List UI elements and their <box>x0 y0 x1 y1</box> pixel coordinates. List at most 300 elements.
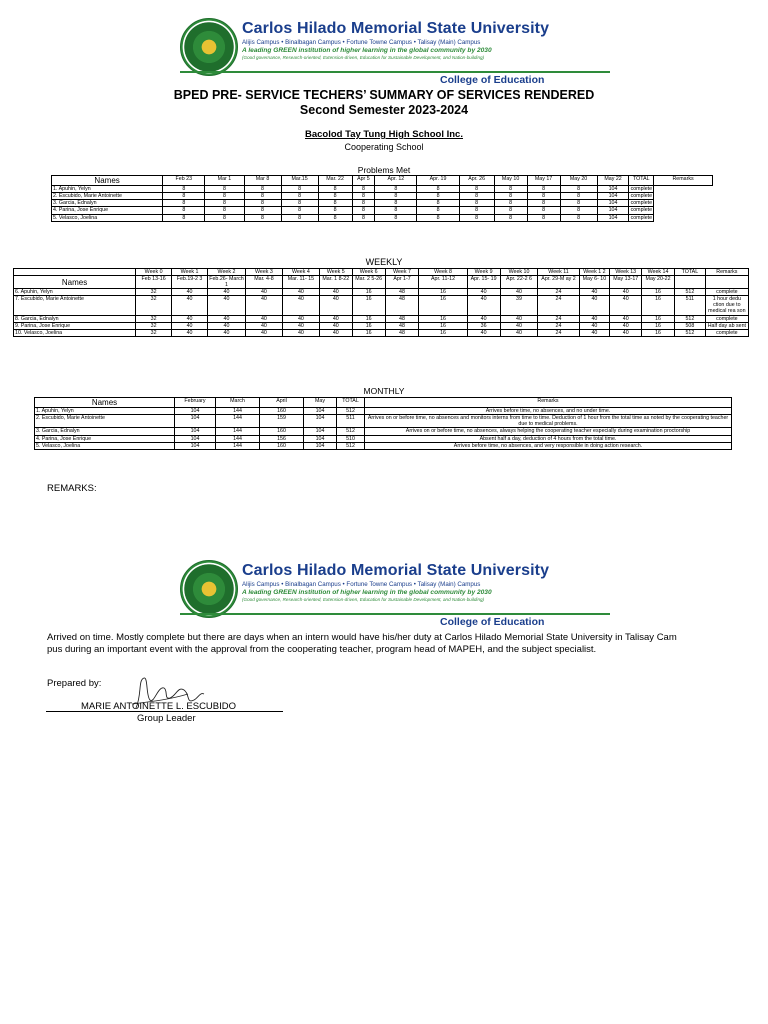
total-cell: 512 <box>674 329 705 336</box>
hours-cell: 16 <box>352 289 385 296</box>
column-header: Apr 5 <box>352 176 375 186</box>
hours-cell: 40 <box>282 296 319 315</box>
column-header: May <box>304 398 337 408</box>
hours-cell: 8 <box>560 200 597 207</box>
hours-cell: 8 <box>205 200 244 207</box>
hours-cell: 8 <box>244 200 281 207</box>
tagline-sub: (Good governance, Research-oriented, Extension-driven, Education for Sustainable Development, and Nation-building) <box>242 597 485 602</box>
student-name: 8. Garcia, Ednalyn <box>14 315 136 322</box>
hours-cell: 40 <box>319 296 352 315</box>
hours-cell: 8 <box>205 193 244 200</box>
hours-cell: 40 <box>319 329 352 336</box>
total-cell: 104 <box>597 193 629 200</box>
tagline: A leading GREEN institution of higher learning in the global community by 2030 <box>242 589 492 596</box>
university-seal-icon <box>180 18 238 76</box>
remarks-cell: Arrives on or before time, no absences, always helping the cooperating teacher especially during examination proctorship <box>365 428 732 435</box>
hours-cell: 8 <box>527 207 560 214</box>
hours-cell: 8 <box>459 193 494 200</box>
hours-cell: 8 <box>205 214 244 221</box>
hours-cell: 8 <box>560 186 597 193</box>
hours-cell: 8 <box>318 186 352 193</box>
table-row <box>52 200 713 207</box>
column-header-names: Names <box>14 276 136 289</box>
hours-cell: 104 <box>304 442 337 449</box>
hours-cell: 40 <box>500 289 538 296</box>
table-row <box>35 415 732 428</box>
hours-cell: 16 <box>419 296 467 315</box>
week-header: Week 10 <box>500 269 538 276</box>
hours-cell: 8 <box>318 193 352 200</box>
student-name: 3. Garcia, Ednalyn <box>52 200 163 207</box>
hours-cell: 104 <box>304 435 337 442</box>
problems-met-title: Problems Met <box>357 165 411 175</box>
hours-cell: 8 <box>281 193 318 200</box>
week-header: Week 14 <box>642 269 675 276</box>
hours-cell: 40 <box>500 329 538 336</box>
hours-cell: 144 <box>216 428 260 435</box>
hours-cell: 16 <box>419 289 467 296</box>
header-blank <box>14 269 136 276</box>
remarks-label: REMARKS: <box>47 483 97 494</box>
hours-cell: 8 <box>375 207 417 214</box>
date-header: Mar. 11- 15 <box>282 276 319 289</box>
date-header: May 20-22 <box>642 276 675 289</box>
remarks-cell: complete <box>630 200 653 207</box>
hours-cell: 40 <box>610 289 642 296</box>
weekly-title: WEEKLY <box>365 257 403 267</box>
hours-cell: 8 <box>318 207 352 214</box>
remarks-cell: Arrives before time, no absences, and very responsible in doing action research. <box>365 442 732 449</box>
hours-cell: 160 <box>260 442 304 449</box>
student-name: 5. Velasco, Joelina <box>35 442 175 449</box>
hours-cell: 24 <box>538 296 579 315</box>
week-header: Week 6 <box>352 269 385 276</box>
hours-cell: 8 <box>352 193 375 200</box>
hours-cell: 144 <box>216 415 260 428</box>
hours-cell: 8 <box>352 207 375 214</box>
student-name: 4. Parina, Jose Enrique <box>52 207 163 214</box>
hours-cell: 8 <box>417 214 459 221</box>
hours-cell: 8 <box>560 207 597 214</box>
column-header: Remarks <box>365 398 732 408</box>
date-header: Apr. 29-M ay 2 <box>538 276 579 289</box>
hours-cell: 16 <box>419 322 467 329</box>
hours-cell: 8 <box>163 207 205 214</box>
weekly-table <box>13 268 749 337</box>
hours-cell: 8 <box>244 207 281 214</box>
hours-cell: 40 <box>467 289 500 296</box>
hours-cell: 16 <box>642 329 675 336</box>
hours-cell: 8 <box>459 214 494 221</box>
hours-cell: 24 <box>538 289 579 296</box>
column-header: May 20 <box>560 176 597 186</box>
date-header: Mar. 2 5-26 <box>352 276 385 289</box>
date-header: Feb.19-2 3 <box>172 276 208 289</box>
monthly-table <box>34 397 732 450</box>
total-cell: 104 <box>597 186 629 193</box>
week-header: Week 5 <box>319 269 352 276</box>
total-cell: 511 <box>337 415 365 428</box>
hours-cell: 24 <box>538 315 579 322</box>
hours-cell: 8 <box>494 207 527 214</box>
hours-cell: 16 <box>642 322 675 329</box>
hours-cell: 8 <box>205 207 244 214</box>
hours-cell: 40 <box>610 296 642 315</box>
hours-cell: 48 <box>385 329 419 336</box>
hours-cell: 160 <box>260 428 304 435</box>
hours-cell: 40 <box>172 315 208 322</box>
hours-cell: 32 <box>136 329 172 336</box>
hours-cell: 160 <box>260 408 304 415</box>
hours-cell: 24 <box>538 329 579 336</box>
student-name: 5. Velasco, Joelina <box>52 214 163 221</box>
hours-cell: 40 <box>610 322 642 329</box>
hours-cell: 104 <box>175 428 216 435</box>
total-cell: 512 <box>674 289 705 296</box>
remarks-cell: complete <box>630 186 653 193</box>
university-name: Carlos Hilado Memorial State University <box>242 20 550 37</box>
hours-cell: 16 <box>352 296 385 315</box>
hours-cell: 144 <box>216 408 260 415</box>
student-name: 2. Escubido, Marie Antoinette <box>35 415 175 428</box>
hours-cell: 16 <box>419 329 467 336</box>
week-header: Week 13 <box>610 269 642 276</box>
column-header: TOTAL <box>337 398 365 408</box>
hours-cell: 40 <box>245 322 282 329</box>
hours-cell: 48 <box>385 315 419 322</box>
hours-cell: 40 <box>500 322 538 329</box>
remarks-cell: Half day ab sent <box>705 322 748 329</box>
hours-cell: 8 <box>352 214 375 221</box>
table-row <box>52 186 713 193</box>
hours-cell: 40 <box>172 296 208 315</box>
hours-cell: 104 <box>175 415 216 428</box>
week-header: Week 7 <box>385 269 419 276</box>
remarks-cell: Absent half a day, deduction of 4 hours from the total time. <box>365 435 732 442</box>
date-header: Feb 13-16 <box>136 276 172 289</box>
document-title: BPED PRE- SERVICE TECHERS’ SUMMARY OF SERVICES RENDERED <box>173 88 595 102</box>
column-header: TOTAL <box>629 176 654 186</box>
date-header: Mar. 1 8-22 <box>319 276 352 289</box>
hours-cell: 8 <box>459 200 494 207</box>
hours-cell: 40 <box>282 289 319 296</box>
table-row <box>35 442 732 449</box>
column-header: Apr. 19 <box>417 176 459 186</box>
table-row <box>14 289 749 296</box>
hours-cell: 8 <box>244 186 281 193</box>
total-cell: 511 <box>674 296 705 315</box>
week-header: Week 1 <box>172 269 208 276</box>
hours-cell: 8 <box>560 214 597 221</box>
hours-cell: 48 <box>385 322 419 329</box>
hours-cell: 40 <box>172 289 208 296</box>
column-header: April <box>260 398 304 408</box>
hours-cell: 8 <box>318 214 352 221</box>
hours-cell: 40 <box>579 289 610 296</box>
college-name: College of Education <box>440 74 545 86</box>
hours-cell: 8 <box>527 200 560 207</box>
total-cell: 512 <box>337 408 365 415</box>
remarks-cell: complete <box>630 193 653 200</box>
column-header: Mar 1 <box>205 176 244 186</box>
student-name: 1. Apuhin, Yelyn <box>35 408 175 415</box>
college-name: College of Education <box>440 616 545 628</box>
column-header: May 22 <box>597 176 629 186</box>
table-row <box>14 322 749 329</box>
hours-cell: 40 <box>245 329 282 336</box>
hours-cell: 8 <box>352 200 375 207</box>
hours-cell: 48 <box>385 289 419 296</box>
hours-cell: 40 <box>319 322 352 329</box>
week-header: Remarks <box>705 269 748 276</box>
hours-cell: 40 <box>467 315 500 322</box>
hours-cell: 40 <box>579 322 610 329</box>
student-name: 9. Parina, Jose Enrique <box>14 322 136 329</box>
hours-cell: 16 <box>352 315 385 322</box>
hours-cell: 8 <box>494 193 527 200</box>
hours-cell: 8 <box>459 207 494 214</box>
tagline-sub: (Good governance, Research-oriented, Extension-driven, Education for Sustainable Development, and Nation-building) <box>242 55 485 60</box>
hours-cell: 40 <box>245 296 282 315</box>
signer-role: Group Leader <box>137 713 196 724</box>
hours-cell: 40 <box>467 329 500 336</box>
hours-cell: 16 <box>642 315 675 322</box>
table-row <box>35 435 732 442</box>
column-header: February <box>175 398 216 408</box>
hours-cell: 40 <box>579 296 610 315</box>
summary-line-2: pus during an important event with the approval from the cooperating teacher, program head of MAPEH, and the subject specialist. <box>47 644 597 655</box>
hours-cell: 8 <box>417 207 459 214</box>
hours-cell: 8 <box>560 193 597 200</box>
school-role: Cooperating School <box>344 142 424 152</box>
hours-cell: 40 <box>282 322 319 329</box>
column-header: Apr. 26 <box>459 176 494 186</box>
hours-cell: 32 <box>136 289 172 296</box>
column-header-names: Names <box>35 398 175 408</box>
hours-cell: 8 <box>459 186 494 193</box>
hours-cell: 144 <box>216 442 260 449</box>
week-header: TOTAL <box>674 269 705 276</box>
student-name: 6. Apuhin, Yelyn <box>14 289 136 296</box>
hours-cell: 8 <box>244 214 281 221</box>
column-header: May 17 <box>527 176 560 186</box>
remarks-cell: complete <box>705 289 748 296</box>
hours-cell: 8 <box>163 214 205 221</box>
table-row <box>52 193 713 200</box>
week-header: Week 11 <box>538 269 579 276</box>
hours-cell: 8 <box>318 200 352 207</box>
hours-cell: 40 <box>282 329 319 336</box>
monthly-title: MONTHLY <box>363 386 405 396</box>
hours-cell: 104 <box>175 408 216 415</box>
hours-cell: 40 <box>172 322 208 329</box>
hours-cell: 104 <box>304 408 337 415</box>
hours-cell: 40 <box>245 315 282 322</box>
column-header: Mar. 22 <box>318 176 352 186</box>
header-divider <box>180 613 610 615</box>
hours-cell: 8 <box>375 193 417 200</box>
hours-cell: 8 <box>205 186 244 193</box>
total-cell: 512 <box>337 442 365 449</box>
hours-cell: 40 <box>319 315 352 322</box>
hours-cell: 40 <box>579 329 610 336</box>
table-row <box>52 214 713 221</box>
remarks-cell: Arrives on or before time, no absences and monitors interns from time to time. Deduction of 1 hour from the total time as noted by the cooperating teacher due to medical problems. <box>365 415 732 428</box>
column-header: Feb 23 <box>163 176 205 186</box>
column-header: May 10 <box>494 176 527 186</box>
hours-cell: 36 <box>467 322 500 329</box>
column-header-names: Names <box>52 176 163 186</box>
total-cell: 104 <box>597 214 629 221</box>
total-cell: 512 <box>337 428 365 435</box>
total-cell: 508 <box>674 322 705 329</box>
student-name: 3. Garcia, Ednalyn <box>35 428 175 435</box>
hours-cell: 40 <box>208 289 246 296</box>
hours-cell: 48 <box>385 296 419 315</box>
table-row <box>14 315 749 322</box>
hours-cell: 16 <box>352 322 385 329</box>
week-header: Week 0 <box>136 269 172 276</box>
table-row <box>14 329 749 336</box>
hours-cell: 8 <box>527 186 560 193</box>
hours-cell: 32 <box>136 315 172 322</box>
prepared-by-label: Prepared by: <box>47 678 102 689</box>
summary-line-1: Arrived on time. Mostly complete but there are days when an intern would have his/her duty at Carlos Hilado Memorial State University in Talisay Cam <box>47 632 677 643</box>
student-name: 4. Parina, Jose Enrique <box>35 435 175 442</box>
hours-cell: 16 <box>352 329 385 336</box>
header-divider <box>180 71 610 73</box>
week-header: Week 1 2 <box>579 269 610 276</box>
date-header <box>705 276 748 289</box>
total-cell: 104 <box>597 200 629 207</box>
hours-cell: 40 <box>208 322 246 329</box>
hours-cell: 40 <box>282 315 319 322</box>
total-cell: 512 <box>674 315 705 322</box>
remarks-cell: complete <box>630 207 653 214</box>
hours-cell: 8 <box>281 214 318 221</box>
column-header: Apr. 12 <box>375 176 417 186</box>
university-seal-icon <box>180 560 238 618</box>
hours-cell: 156 <box>260 435 304 442</box>
table-row <box>35 408 732 415</box>
date-header: Mar. 4-8 <box>245 276 282 289</box>
hours-cell: 40 <box>610 315 642 322</box>
hours-cell: 40 <box>610 329 642 336</box>
hours-cell: 8 <box>163 193 205 200</box>
hours-cell: 40 <box>579 315 610 322</box>
table-row <box>52 207 713 214</box>
hours-cell: 40 <box>245 289 282 296</box>
total-cell: 104 <box>597 207 629 214</box>
problems-met-table <box>51 175 713 222</box>
summary-paragraph <box>47 632 747 656</box>
hours-cell: 32 <box>136 296 172 315</box>
hours-cell: 104 <box>304 415 337 428</box>
hours-cell: 8 <box>494 186 527 193</box>
student-name: 1. Apuhin, Yelyn <box>52 186 163 193</box>
hours-cell: 40 <box>208 296 246 315</box>
campus-list: Alijis Campus • Binalbagan Campus • Fortune Towne Campus • Talisay (Main) Campus <box>242 581 481 588</box>
week-header: Week 2 <box>208 269 246 276</box>
hours-cell: 8 <box>494 214 527 221</box>
table-row <box>14 296 749 315</box>
date-header: May 13-17 <box>610 276 642 289</box>
date-header: Apr. 15- 19 <box>467 276 500 289</box>
hours-cell: 8 <box>163 186 205 193</box>
hours-cell: 16 <box>642 296 675 315</box>
hours-cell: 8 <box>281 200 318 207</box>
hours-cell: 16 <box>419 315 467 322</box>
hours-cell: 16 <box>642 289 675 296</box>
date-header: Apr. 22-2 6 <box>500 276 538 289</box>
hours-cell: 39 <box>500 296 538 315</box>
hours-cell: 32 <box>136 322 172 329</box>
hours-cell: 8 <box>417 193 459 200</box>
student-name: 10. Velasco, Joelina <box>14 329 136 336</box>
column-header: Mar.15 <box>281 176 318 186</box>
hours-cell: 8 <box>244 193 281 200</box>
school-name: Bacolod Tay Tung High School Inc. <box>305 129 463 140</box>
hours-cell: 104 <box>175 442 216 449</box>
hours-cell: 8 <box>375 214 417 221</box>
campus-list: Alijis Campus • Binalbagan Campus • Fortune Towne Campus • Talisay (Main) Campus <box>242 39 481 46</box>
hours-cell: 8 <box>281 207 318 214</box>
hours-cell: 144 <box>216 435 260 442</box>
hours-cell: 8 <box>527 214 560 221</box>
university-name: Carlos Hilado Memorial State University <box>242 562 550 579</box>
tagline: A leading GREEN institution of higher learning in the global community by 2030 <box>242 47 492 54</box>
signer-name: MARIE ANTOINETTE L. ESCUBIDO <box>81 701 237 712</box>
remarks-cell: complete <box>630 214 653 221</box>
hours-cell: 8 <box>494 200 527 207</box>
date-header: Apr 1-7 <box>385 276 419 289</box>
hours-cell: 40 <box>500 315 538 322</box>
hours-cell: 8 <box>375 186 417 193</box>
hours-cell: 40 <box>467 296 500 315</box>
column-header: Remarks <box>654 176 713 186</box>
document-subtitle: Second Semester 2023-2024 <box>299 103 469 117</box>
week-header: Week 3 <box>245 269 282 276</box>
student-name: 2. Escubido, Marie Antoinette <box>52 193 163 200</box>
table-row <box>35 428 732 435</box>
hours-cell: 104 <box>304 428 337 435</box>
date-header <box>674 276 705 289</box>
hours-cell: 8 <box>417 186 459 193</box>
student-name: 7. Escubido, Marie Antoinette <box>14 296 136 315</box>
hours-cell: 24 <box>538 322 579 329</box>
remarks-cell: complete <box>705 315 748 322</box>
hours-cell: 8 <box>352 186 375 193</box>
remarks-cell: complete <box>705 329 748 336</box>
hours-cell: 104 <box>175 435 216 442</box>
total-cell: 510 <box>337 435 365 442</box>
date-header: Feb.26- March 1 <box>209 276 244 289</box>
hours-cell: 40 <box>172 329 208 336</box>
hours-cell: 159 <box>260 415 304 428</box>
week-header: Week 9 <box>467 269 500 276</box>
column-header: March <box>216 398 260 408</box>
date-header: Apr. 11-12 <box>419 276 467 289</box>
remarks-cell: Arrives before time, no absences, and no under time. <box>365 408 732 415</box>
hours-cell: 8 <box>527 193 560 200</box>
hours-cell: 8 <box>281 186 318 193</box>
remarks-cell: 1 hour dedu ction due to medical rea son <box>705 296 748 315</box>
hours-cell: 40 <box>208 329 246 336</box>
hours-cell: 8 <box>417 200 459 207</box>
hours-cell: 8 <box>163 200 205 207</box>
week-header: Week 8 <box>419 269 467 276</box>
date-header: May 6- 10 <box>579 276 610 289</box>
